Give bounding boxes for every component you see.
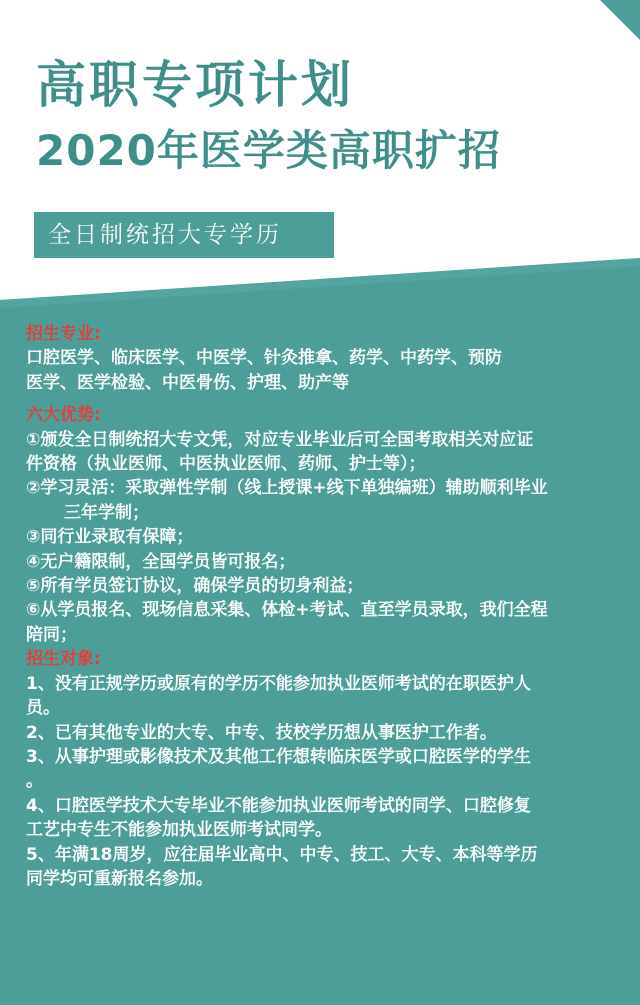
target-line: 3、从事护理或影像技术及其他工作想转临床医学或口腔医学的学生 [26, 746, 531, 767]
targets-section [26, 647, 634, 891]
education-tag: 全日制统招大专学历 [34, 212, 334, 258]
advantage-line: 陪同； [26, 624, 77, 645]
advantage-line: ⑤所有学员签订协议，确保学员的切身利益； [26, 576, 364, 597]
target-line: 4、口腔医学技术大专毕业不能参加执业医师考试的同学、口腔修复 [26, 795, 531, 816]
majors-heading: 招生专业: [26, 324, 101, 344]
target-line: 1、没有正规学历或原有的学历不能参加执业医师考试的在职医护人 [26, 673, 531, 694]
bottom-bar [0, 993, 640, 1005]
target-line: 员。 [26, 698, 60, 719]
advantage-line: ⑥从学员报名、现场信息采集、体检+考试、直至学员录取，我们全程 [26, 600, 548, 621]
target-line: 5、年满18周岁，应往届毕业高中、中专、技工、大专、本科等学历 [26, 844, 538, 865]
advantage-line: ④无户籍限制，全国学员皆可报名； [26, 551, 296, 572]
target-line: 2、已有其他专业的大专、中专、技校学历想从事医护工作者。 [26, 722, 497, 743]
advantage-line: ②学习灵活：采取弹性学制（线上授课+线下单独编班）辅助顺利毕业 [26, 478, 548, 499]
advantages-heading: 六大优势: [26, 405, 101, 426]
poster-subtitle: 2020年医学类高职扩招 [36, 126, 501, 175]
majors-line: 医学、医学检验、中医骨伤、护理、助产等 [26, 372, 349, 393]
target-line: 工艺中专生不能参加执业医师考试同学。 [26, 820, 332, 841]
poster-title: 高职专项计划 [36, 56, 354, 114]
advantages-section [26, 403, 634, 647]
advantage-line: ③同行业录取有保障； [26, 527, 194, 548]
target-line: 同学均可重新报名参加。 [26, 868, 213, 889]
poster-content [26, 322, 634, 891]
advantage-line: ①颁发全日制统招大专文凭，对应专业毕业后可全国考取相关对应证 [26, 429, 534, 450]
target-line: 。 [26, 771, 43, 792]
advantage-line: 件资格（执业医师、中医执业医师、药师、护士等）； [26, 454, 426, 475]
targets-heading: 招生对象: [26, 649, 101, 670]
corner-decoration [600, 0, 640, 40]
advantage-line: 三年学制； [64, 502, 149, 523]
majors-section [26, 322, 634, 395]
majors-line: 口腔医学、临床医学、中医学、针灸推拿、药学、中药学、预防 [26, 348, 502, 369]
